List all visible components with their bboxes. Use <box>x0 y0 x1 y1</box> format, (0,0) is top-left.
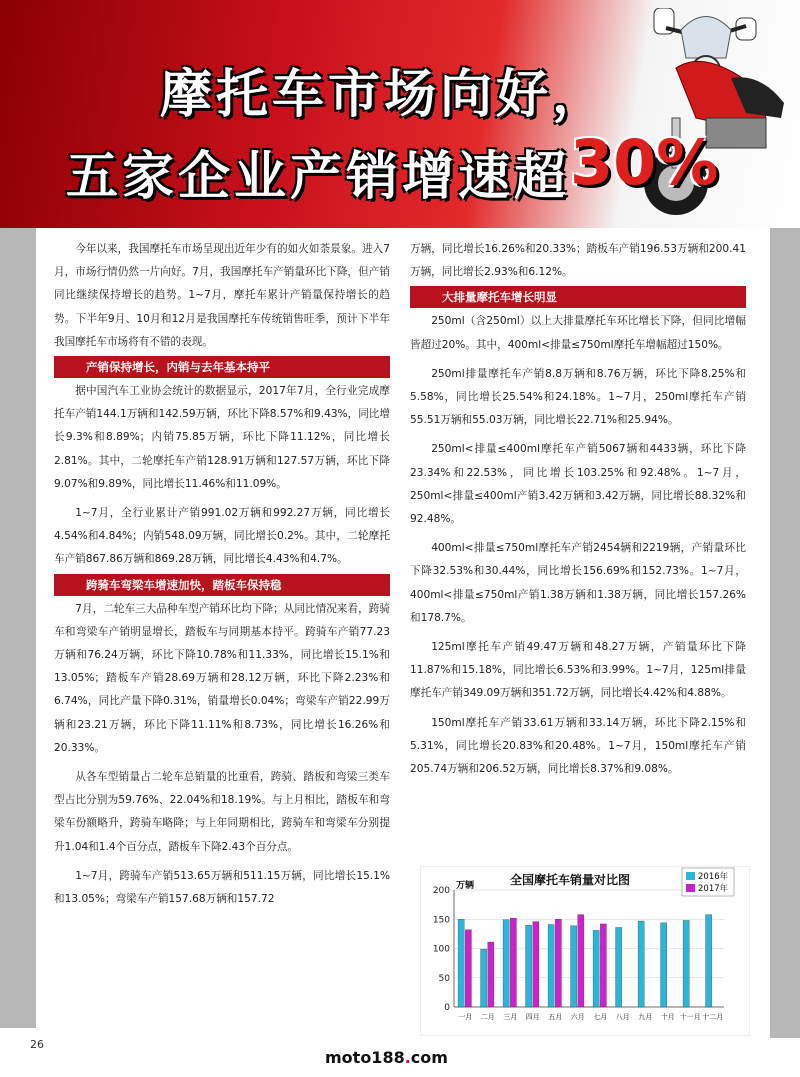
left-column <box>54 238 390 911</box>
x-tick-label: 二月 <box>480 1013 495 1021</box>
paragraph: 125ml摩托车产销49.47万辆和48.27万辆，产销量环比下降11.87%和15.18%，同比增长6.53%和3.99%。1~7月，125ml排量摩托车产销349.09万辆和351.72万辆，同比增长4.42%和4.88%。 <box>410 641 746 700</box>
bar-2017 <box>600 924 606 1007</box>
x-tick-label: 八月 <box>615 1013 630 1021</box>
bar-2017 <box>488 942 494 1007</box>
legend-label: 2016年 <box>698 872 729 882</box>
intro-paragraph: 今年以来，我国摩托车市场呈现出近年少有的如火如荼景象。进入7月，市场行情仍然一片向好。7月，我国摩托车产销量环比下降，但产销同比继续保持增长的趋势。1~7月，摩托车累计产销量保持增长的趋势。下半年9月、10月和12月是我国摩托车传统销售旺季，预计下半年我国摩托车市场将有不错的表现。 <box>54 243 390 348</box>
bar-2016 <box>481 949 487 1007</box>
chart-ylabel: 万辆 <box>456 881 475 891</box>
paragraph: 250ml<排量≤400ml摩托车产销5067辆和4433辆，环比下降23.34%和22.53%，同比增长103.25%和92.48%。1~7月，250ml<排量≤400ml产销3.42万辆和3.42万辆，同比增长88.32%和92.48%。 <box>410 443 746 526</box>
bar-2016 <box>548 925 554 1007</box>
x-tick-label: 十月 <box>660 1013 675 1021</box>
bar-2016 <box>706 915 712 1007</box>
x-tick-label: 五月 <box>548 1013 563 1021</box>
bar-2016 <box>571 926 577 1007</box>
paragraph: 万辆，同比增长16.26%和20.33%；踏板车产销196.53万辆和200.41万辆，同比增长2.93%和6.12%。 <box>410 243 746 279</box>
paragraph: 250ml排量摩托车产销8.8万辆和8.76万辆，环比下降8.25%和5.58%，同比增长25.54%和24.18%。1~7月，250ml摩托车产销55.51万辆和55.03万辆，同比增长22.71%和25.94%。 <box>410 367 746 427</box>
bar-2016 <box>593 930 599 1007</box>
y-tick-label: 0 <box>444 1003 450 1013</box>
title-line-1: 摩托车市场向好， <box>160 65 609 125</box>
bar-2016 <box>458 919 464 1007</box>
title-percent: 30% <box>570 126 719 199</box>
x-tick-label: 六月 <box>570 1013 585 1021</box>
legend-swatch <box>686 884 695 892</box>
legend-swatch <box>686 872 695 880</box>
x-tick-label: 十二月 <box>702 1013 724 1021</box>
y-tick-label: 50 <box>438 973 450 984</box>
paragraph: 150ml摩托车产销33.61万辆和33.14万辆，环比下降2.15%和5.31%，同比增长20.83%和20.48%。1~7月，150ml摩托车产销205.74万辆和206.52万辆，同比增长8.37%和9.08%。 <box>410 716 746 776</box>
bar-2017 <box>533 922 539 1007</box>
chart-title: 全国摩托车销量对比图 <box>509 873 631 887</box>
bar-2017 <box>510 918 516 1007</box>
bar-2017 <box>465 930 471 1007</box>
site-watermark <box>325 1048 448 1067</box>
legend-label: 2017年 <box>698 884 729 894</box>
bar-2016 <box>638 921 644 1007</box>
x-tick-label: 四月 <box>525 1013 540 1021</box>
paragraph: 1~7月，跨骑车产销513.65万辆和511.15万辆，同比增长15.1%和13.05%；弯梁车产销157.68万辆和157.72 <box>54 869 390 906</box>
bar-2016 <box>503 920 509 1007</box>
right-margin-strip <box>770 228 800 1038</box>
site-tld: com <box>410 1048 448 1067</box>
section-heading-models: 跨骑车弯梁车增速加快，踏板车保持稳 <box>54 574 390 596</box>
site-dot: . <box>404 1048 411 1067</box>
sales-comparison-chart <box>420 866 750 1036</box>
y-tick-label: 100 <box>432 944 450 955</box>
section-heading-large-displacement: 大排量摩托车增长明显 <box>410 286 746 308</box>
bar-2017 <box>555 919 561 1007</box>
x-tick-label: 七月 <box>593 1013 608 1021</box>
bar-2016 <box>526 925 532 1007</box>
paragraph: 7月，二轮车三大品种车型产销环比均下降；从同比情况来看，跨骑车和弯梁车产销明显增长，踏板车与同期基本持平。跨骑车产销77.23万辆和76.24万辆，环比下降10.78%和11.33%，同比增长15.1%和13.05%；踏板车产销28.69万辆和28.12万辆，环比下降2.23%和6.74%，同比产量下降0.31%，销量增长0.04%；弯梁车产销22.99万辆和23.21万辆，环比下降11.11%和8.73%，同比增长16.26%和20.33%。 <box>54 602 390 754</box>
site-name: moto188 <box>325 1048 405 1067</box>
bar-2017 <box>578 915 584 1007</box>
x-tick-label: 三月 <box>503 1013 518 1021</box>
header-banner <box>0 0 800 228</box>
paragraph: 1~7月，全行业累计产销991.02万辆和992.27万辆，同比增长4.54%和4.84%；内销548.09万辆，同比增长0.2%。其中，二轮摩托车产销867.86万辆和869.28万辆，同比增长4.43%和4.7%。 <box>54 507 390 566</box>
right-column <box>410 238 746 781</box>
section-heading-production: 产销保持增长，内销与去年基本持平 <box>54 356 390 378</box>
bar-2016 <box>661 923 667 1007</box>
y-tick-label: 200 <box>432 886 450 896</box>
paragraph: 400ml<排量≤750ml摩托车产销2454辆和2219辆，产销量环比下降32.53%和30.44%，同比增长156.69%和152.73%。1~7月，400ml<排量≤750ml产销1.38万辆和1.38万辆，同比增长157.26%和178.7%。 <box>410 542 746 624</box>
left-margin-strip <box>0 228 36 1028</box>
y-tick-label: 150 <box>432 915 450 926</box>
x-tick-label: 九月 <box>638 1013 653 1021</box>
paragraph: 250ml（含250ml）以上大排量摩托车环比增长下降，但同比增幅皆超过20%。其中，400ml<排量≤750ml摩托车增幅超过150%。 <box>410 315 746 351</box>
bar-2016 <box>616 927 622 1007</box>
paragraph: 从各车型销量占二轮车总销量的比重看，跨骑、踏板和弯梁三类车型占比分别为59.76%、22.04%和18.19%。与上月相比，踏板车和弯梁车份额略升，跨骑车略降；与上年同期相比，跨骑车和弯梁车分别提升1.04和1.4个百分点，踏板车下降2.43个百分点。 <box>54 771 390 853</box>
title-line-2: 五家企业产销增速超 <box>66 147 571 207</box>
x-tick-label: 一月 <box>458 1013 473 1021</box>
paragraph: 据中国汽车工业协会统计的数据显示，2017年7月，全行业完成摩托车产销144.1万辆和142.59万辆，环比下降8.57%和9.43%，同比增长9.3%和8.89%；内销75.85万辆，环比下降11.12%，同比增长2.81%。其中，二轮摩托车产销128.91万辆和127.57万辆，环比下降9.07%和9.89%，同比增长11.46%和11.09%。 <box>54 385 390 490</box>
x-tick-label: 十一月 <box>679 1013 701 1021</box>
bar-2016 <box>683 920 689 1007</box>
page-number: 26 <box>30 1038 44 1051</box>
